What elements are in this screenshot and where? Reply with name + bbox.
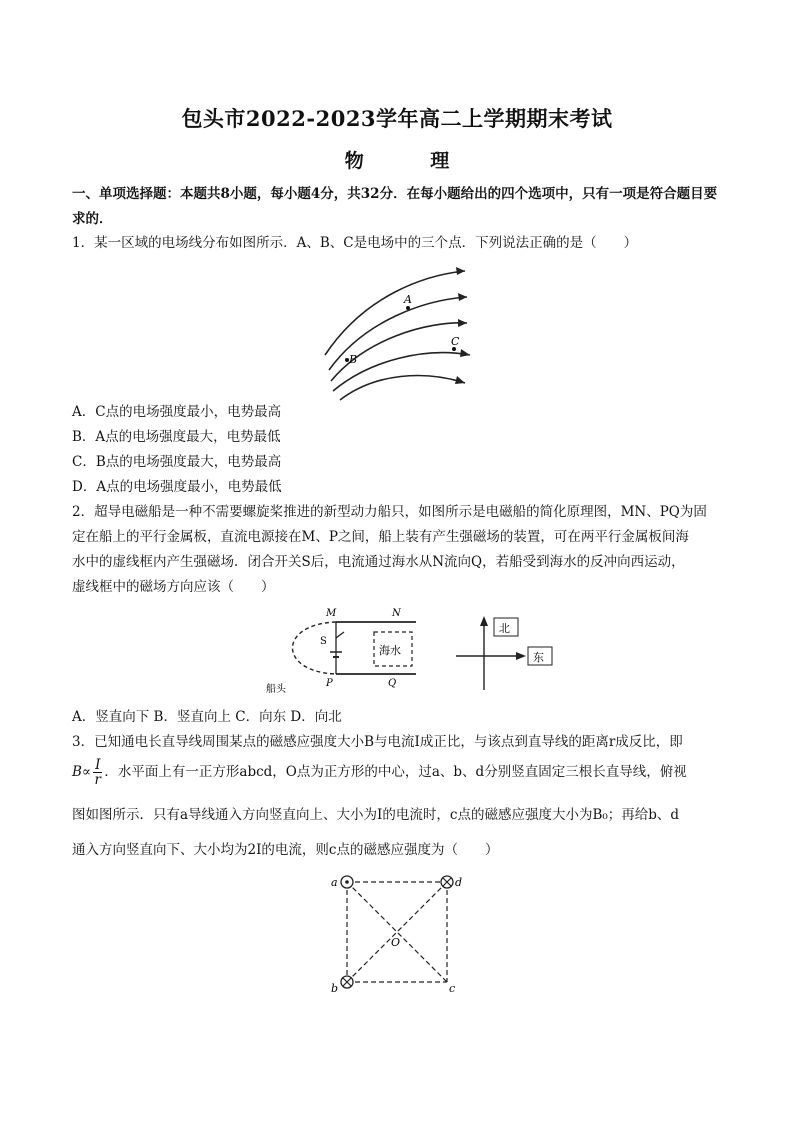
label-seawater: 海水 [379,644,401,657]
q1-option-d: D．A点的电场强度最小，电势最低 [72,479,282,495]
label-s: S [320,636,327,647]
q2-stem-line3: 水中的虚线框内产生强磁场．闭合开关S后，电流通过海水从N流向Q，若船受到海水的反冲向西运动， [72,554,685,570]
label-d: d [455,876,463,889]
ship-bow-outline [293,622,337,674]
arrowhead-2 [458,293,467,301]
label-bow: 船头 [266,684,286,695]
q3-stem-line2-text: ．水平面上有一正方形abcd，O点为正方形的中心，过a、b、d分别竖直固定三根长直导线，俯视 [104,764,687,780]
field-lines [325,271,470,400]
label-c: c [449,982,456,995]
label-b: B [349,353,358,366]
arrowhead-3 [458,319,467,327]
label-c: C [451,335,460,348]
q3-square-figure [325,868,475,998]
q3-formula-fraction [93,758,102,787]
q1-option-b: B．A点的电场强度最大，电势最低 [72,429,281,445]
field-line-1 [325,271,465,355]
label-o: O [391,936,401,949]
q3-stem-line2 [72,757,727,787]
q1-option-c: C．B点的电场强度最大，电势最高 [72,454,282,470]
label-b: b [331,982,339,995]
q1-electric-field-figure [305,255,505,405]
north-arrowhead [480,616,488,626]
field-line-5 [340,376,465,400]
q3-stem-line4: 通入方向竖直向下、大小均为2I的电流，则c点的磁感应强度为（ ） [72,842,499,858]
exam-title: 包头市2022-2023学年高二上学期期末考试 [181,106,613,131]
label-north: 北 [499,622,510,635]
q2-stem-line2: 定在船上的平行金属板，直流电源接在M、P之间，船上装有产生强磁场的装置，可在两平行金属板间海 [72,529,689,545]
q3-stem-line3: 图如图所示．只有a导线通入方向竖直向上、大小为I的电流时，c点的磁感应强度大小为B₀；再给b、d [72,807,680,823]
q1-stem: 1．某一区域的电场线分布如图所示．A、B、C是电场中的三个点．下列说法正确的是（ ） [72,235,638,251]
exam-subject: 物 理 [344,150,480,172]
label-a: A [404,293,412,306]
q2-ship-figure [238,604,568,699]
field-arrowheads [455,267,470,384]
arrowhead-4 [460,349,470,357]
section-heading: 一、单项选择题：本题共8小题，每小题4分，共32分．在每小题给出的四个选项中，只有一项是符合题目要求的． [72,186,718,227]
q3-stem-line1: 3．已知通电长直导线周围某点的磁感应强度大小B与电流I成正比，与该点到直导线的距离r成反比，即 [72,734,683,750]
q2-stem-line1: 2．超导电磁船是一种不需要螺旋桨推进的新型动力船只，如图所示是电磁船的简化原理图，MN、PQ为固 [72,504,707,520]
east-arrowhead [516,652,526,660]
arrowhead-1 [456,267,465,275]
label-p: P [326,678,333,689]
q2-stem-line4: 虚线框中的磁场方向应该（ ） [72,579,275,595]
label-east: 东 [533,651,544,664]
point-a-dot [406,306,410,310]
q2-options: A．竖直向下 B．竖直向上 C．向东 D．向北 [72,709,342,725]
q3-formula-left: B∝ [72,764,92,780]
q3-formula-denominator: r [94,772,101,788]
label-m: M [326,608,337,619]
q3-formula-numerator: I [95,757,101,773]
square-edges [347,882,447,982]
switch-s [336,632,344,638]
label-n: N [392,608,401,619]
label-q: Q [388,678,397,689]
label-a: a [331,876,338,889]
arrowhead-5 [455,376,465,384]
q1-option-a: A．C点的电场强度最小，电势最高 [72,404,282,420]
